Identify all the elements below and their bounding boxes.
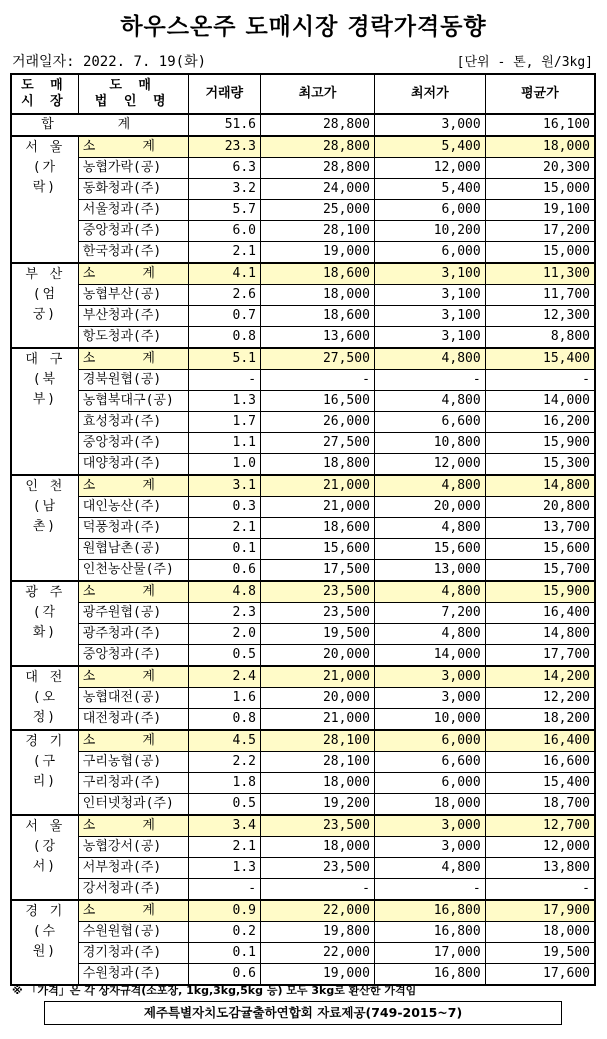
min-price-cell: 6,000 — [374, 730, 485, 752]
subtotal-row — [11, 666, 595, 688]
min-price-cell: 20,000 — [374, 497, 485, 518]
avg-price-cell: 15,900 — [485, 581, 595, 603]
volume-cell: 0.1 — [188, 943, 260, 964]
min-price-cell: 5,400 — [374, 136, 485, 158]
table-row — [11, 179, 595, 200]
avg-price-cell: 19,500 — [485, 943, 595, 964]
corp-name: 광주청과(주) — [78, 624, 188, 645]
market-name: 부 산 (엄 궁) — [11, 263, 78, 348]
max-price-cell: 27,500 — [261, 433, 375, 454]
volume-cell: 0.2 — [188, 922, 260, 943]
corp-name: 중앙청과(주) — [78, 433, 188, 454]
min-price-cell: 4,800 — [374, 581, 485, 603]
max-price-cell: 21,000 — [261, 666, 375, 688]
header-avg: 평균가 — [485, 74, 595, 114]
max-price-cell: 22,000 — [261, 943, 375, 964]
total-row — [11, 114, 595, 136]
table-row — [11, 560, 595, 582]
market-name: 대 구 (북 부) — [11, 348, 78, 475]
market-name: 경 기 (수 원) — [11, 900, 78, 985]
volume-cell: 0.5 — [188, 794, 260, 816]
table-row — [11, 306, 595, 327]
total-avg: 16,100 — [485, 114, 595, 136]
min-price-cell: 5,400 — [374, 179, 485, 200]
min-price-cell: 4,800 — [374, 391, 485, 412]
min-price-cell: - — [374, 879, 485, 901]
max-price-cell: 19,000 — [261, 242, 375, 264]
volume-cell: - — [188, 879, 260, 901]
corp-name: 농협강서(공) — [78, 837, 188, 858]
corp-name: 농협가락(공) — [78, 158, 188, 179]
volume-cell: 0.6 — [188, 964, 260, 986]
volume-cell: 1.7 — [188, 412, 260, 433]
min-price-cell: 6,600 — [374, 752, 485, 773]
market-name: 인 천 (남 촌) — [11, 475, 78, 581]
volume-cell: 3.2 — [188, 179, 260, 200]
table-row — [11, 837, 595, 858]
avg-price-cell: 16,600 — [485, 752, 595, 773]
max-price-cell: 18,000 — [261, 285, 375, 306]
max-price-cell: 24,000 — [261, 179, 375, 200]
volume-cell: 1.0 — [188, 454, 260, 476]
min-price-cell: 17,000 — [374, 943, 485, 964]
min-price-cell: 3,100 — [374, 306, 485, 327]
volume-cell: 0.5 — [188, 645, 260, 667]
corp-name: 소 계 — [78, 475, 188, 497]
avg-price-cell: 18,200 — [485, 709, 595, 731]
table-row — [11, 773, 595, 794]
volume-cell: 4.8 — [188, 581, 260, 603]
max-price-cell: 20,000 — [261, 688, 375, 709]
corp-name: 서부청과(주) — [78, 858, 188, 879]
min-price-cell: 3,000 — [374, 688, 485, 709]
max-price-cell: 18,600 — [261, 306, 375, 327]
corp-name: 부산청과(주) — [78, 306, 188, 327]
avg-price-cell: 12,200 — [485, 688, 595, 709]
min-price-cell: 16,800 — [374, 922, 485, 943]
corp-name: 중앙청과(주) — [78, 645, 188, 667]
table-row — [11, 709, 595, 731]
volume-cell: 3.1 — [188, 475, 260, 497]
avg-price-cell: 14,200 — [485, 666, 595, 688]
table-row — [11, 645, 595, 667]
corp-name: 농협대전(공) — [78, 688, 188, 709]
header-volume: 거래량 — [188, 74, 260, 114]
total-volume: 51.6 — [188, 114, 260, 136]
table-row — [11, 412, 595, 433]
table-row — [11, 518, 595, 539]
volume-cell: 4.5 — [188, 730, 260, 752]
max-price-cell: 18,000 — [261, 837, 375, 858]
min-price-cell: 10,200 — [374, 221, 485, 242]
corp-name: 서울청과(주) — [78, 200, 188, 221]
market-name: 대 전 (오 정) — [11, 666, 78, 730]
subtotal-row — [11, 136, 595, 158]
min-price-cell: 6,600 — [374, 412, 485, 433]
subtotal-row — [11, 263, 595, 285]
table-row — [11, 858, 595, 879]
volume-cell: 6.0 — [188, 221, 260, 242]
avg-price-cell: 16,200 — [485, 412, 595, 433]
table-row — [11, 285, 595, 306]
table-row — [11, 752, 595, 773]
avg-price-cell: 18,000 — [485, 922, 595, 943]
table-row — [11, 391, 595, 412]
price-note: ※ 「가격」은 각 상자규격(소포장, 1kg,3kg,5kg 등) 모두 3kg로 환산한 가격임 — [12, 984, 417, 997]
corp-name: 소 계 — [78, 900, 188, 922]
source-credit: 제주특별자치도감귤출하연합회 자료제공(749-2015~7) — [44, 1001, 562, 1025]
volume-cell: 0.9 — [188, 900, 260, 922]
avg-price-cell: 15,700 — [485, 560, 595, 582]
volume-cell: 0.6 — [188, 560, 260, 582]
volume-cell: 23.3 — [188, 136, 260, 158]
volume-cell: 5.1 — [188, 348, 260, 370]
min-price-cell: 4,800 — [374, 624, 485, 645]
avg-price-cell: 20,300 — [485, 158, 595, 179]
volume-cell: 0.8 — [188, 327, 260, 349]
corp-name: 구리농협(공) — [78, 752, 188, 773]
header-min: 최저가 — [374, 74, 485, 114]
max-price-cell: 19,000 — [261, 964, 375, 986]
max-price-cell: 26,000 — [261, 412, 375, 433]
avg-price-cell: 11,700 — [485, 285, 595, 306]
table-row — [11, 624, 595, 645]
total-min: 3,000 — [374, 114, 485, 136]
table-row — [11, 922, 595, 943]
table-row — [11, 242, 595, 264]
subtotal-row — [11, 900, 595, 922]
corp-name: 항도청과(주) — [78, 327, 188, 349]
min-price-cell: 3,100 — [374, 327, 485, 349]
max-price-cell: 28,800 — [261, 158, 375, 179]
avg-price-cell: 12,300 — [485, 306, 595, 327]
max-price-cell: 21,000 — [261, 475, 375, 497]
avg-price-cell: - — [485, 879, 595, 901]
corp-name: 강서청과(주) — [78, 879, 188, 901]
corp-name: 경기청과(주) — [78, 943, 188, 964]
max-price-cell: 18,600 — [261, 263, 375, 285]
min-price-cell: 10,000 — [374, 709, 485, 731]
volume-cell: 0.3 — [188, 497, 260, 518]
max-price-cell: 21,000 — [261, 497, 375, 518]
avg-price-cell: 17,600 — [485, 964, 595, 986]
table-row — [11, 158, 595, 179]
table-row — [11, 327, 595, 349]
avg-price-cell: 12,700 — [485, 815, 595, 837]
min-price-cell: 7,200 — [374, 603, 485, 624]
min-price-cell: 16,800 — [374, 900, 485, 922]
volume-cell: 1.3 — [188, 858, 260, 879]
subtotal-row — [11, 730, 595, 752]
corp-name: 대인농산(주) — [78, 497, 188, 518]
avg-price-cell: 14,800 — [485, 475, 595, 497]
corp-name: 인터넷청과(주) — [78, 794, 188, 816]
corp-name: 소 계 — [78, 666, 188, 688]
corp-name: 광주원협(공) — [78, 603, 188, 624]
avg-price-cell: 15,600 — [485, 539, 595, 560]
min-price-cell: 15,600 — [374, 539, 485, 560]
header-max: 최고가 — [261, 74, 375, 114]
max-price-cell: 19,800 — [261, 922, 375, 943]
min-price-cell: - — [374, 370, 485, 391]
corp-name: 중앙청과(주) — [78, 221, 188, 242]
total-max: 28,800 — [261, 114, 375, 136]
max-price-cell: 19,200 — [261, 794, 375, 816]
min-price-cell: 3,000 — [374, 666, 485, 688]
max-price-cell: 16,500 — [261, 391, 375, 412]
avg-price-cell: 13,800 — [485, 858, 595, 879]
max-price-cell: - — [261, 879, 375, 901]
min-price-cell: 4,800 — [374, 475, 485, 497]
min-price-cell: 4,800 — [374, 518, 485, 539]
volume-cell: 1.6 — [188, 688, 260, 709]
min-price-cell: 16,800 — [374, 964, 485, 986]
table-row — [11, 943, 595, 964]
max-price-cell: 23,500 — [261, 858, 375, 879]
table-row — [11, 200, 595, 221]
min-price-cell: 12,000 — [374, 454, 485, 476]
unit-label: [단위 - 톤, 원/3kg] — [456, 55, 593, 70]
avg-price-cell: 13,700 — [485, 518, 595, 539]
max-price-cell: - — [261, 370, 375, 391]
total-label: 합 계 — [11, 114, 188, 136]
table-row — [11, 433, 595, 454]
header-row — [11, 74, 595, 114]
avg-price-cell: 15,000 — [485, 179, 595, 200]
max-price-cell: 23,500 — [261, 603, 375, 624]
corp-name: 소 계 — [78, 730, 188, 752]
min-price-cell: 13,000 — [374, 560, 485, 582]
volume-cell: 4.1 — [188, 263, 260, 285]
avg-price-cell: 18,700 — [485, 794, 595, 816]
market-name: 경 기 (구 리) — [11, 730, 78, 815]
max-price-cell: 20,000 — [261, 645, 375, 667]
corp-name: 소 계 — [78, 136, 188, 158]
volume-cell: 6.3 — [188, 158, 260, 179]
avg-price-cell: 8,800 — [485, 327, 595, 349]
max-price-cell: 18,600 — [261, 518, 375, 539]
max-price-cell: 28,100 — [261, 752, 375, 773]
avg-price-cell: 14,800 — [485, 624, 595, 645]
volume-cell: 2.1 — [188, 837, 260, 858]
subtotal-row — [11, 348, 595, 370]
volume-cell: 3.4 — [188, 815, 260, 837]
avg-price-cell: 17,700 — [485, 645, 595, 667]
min-price-cell: 18,000 — [374, 794, 485, 816]
corp-name: 소 계 — [78, 581, 188, 603]
volume-cell: 1.1 — [188, 433, 260, 454]
min-price-cell: 3,000 — [374, 837, 485, 858]
max-price-cell: 18,000 — [261, 773, 375, 794]
max-price-cell: 17,500 — [261, 560, 375, 582]
corp-name: 농협부산(공) — [78, 285, 188, 306]
corp-name: 소 계 — [78, 815, 188, 837]
corp-name: 원협남촌(공) — [78, 539, 188, 560]
corp-name: 덕풍청과(주) — [78, 518, 188, 539]
min-price-cell: 6,000 — [374, 773, 485, 794]
min-price-cell: 6,000 — [374, 242, 485, 264]
min-price-cell: 3,100 — [374, 263, 485, 285]
trade-date: 거래일자: 2022. 7. 19(화) — [12, 54, 207, 70]
avg-price-cell: 20,800 — [485, 497, 595, 518]
min-price-cell: 4,800 — [374, 348, 485, 370]
avg-price-cell: 17,900 — [485, 900, 595, 922]
subtotal-row — [11, 581, 595, 603]
corp-name: 수원청과(주) — [78, 964, 188, 986]
corp-name: 경북원협(공) — [78, 370, 188, 391]
avg-price-cell: 15,400 — [485, 348, 595, 370]
corp-name: 효성청과(주) — [78, 412, 188, 433]
corp-name: 수원원협(공) — [78, 922, 188, 943]
avg-price-cell: 14,000 — [485, 391, 595, 412]
volume-cell: 2.2 — [188, 752, 260, 773]
corp-name: 대양청과(주) — [78, 454, 188, 476]
max-price-cell: 19,500 — [261, 624, 375, 645]
report-title: 하우스온주 도매시장 경락가격동향 — [120, 14, 487, 40]
corp-name: 동화청과(주) — [78, 179, 188, 200]
subtotal-row — [11, 475, 595, 497]
table-row — [11, 221, 595, 242]
avg-price-cell: 12,000 — [485, 837, 595, 858]
corp-name: 대전청과(주) — [78, 709, 188, 731]
price-table — [10, 73, 596, 986]
max-price-cell: 25,000 — [261, 200, 375, 221]
corp-name: 농협북대구(공) — [78, 391, 188, 412]
max-price-cell: 13,600 — [261, 327, 375, 349]
avg-price-cell: 17,200 — [485, 221, 595, 242]
min-price-cell: 4,800 — [374, 858, 485, 879]
table-row — [11, 454, 595, 476]
market-name: 서 울 (가 락) — [11, 136, 78, 263]
avg-price-cell: 19,100 — [485, 200, 595, 221]
header-market: 도 매 시 장 — [11, 74, 78, 114]
table-row — [11, 688, 595, 709]
min-price-cell: 3,100 — [374, 285, 485, 306]
avg-price-cell: 11,300 — [485, 263, 595, 285]
volume-cell: 1.3 — [188, 391, 260, 412]
volume-cell: 2.6 — [188, 285, 260, 306]
max-price-cell: 27,500 — [261, 348, 375, 370]
max-price-cell: 23,500 — [261, 815, 375, 837]
avg-price-cell: 16,400 — [485, 603, 595, 624]
volume-cell: 2.0 — [188, 624, 260, 645]
volume-cell: 2.3 — [188, 603, 260, 624]
volume-cell: 2.1 — [188, 518, 260, 539]
volume-cell: 0.7 — [188, 306, 260, 327]
subtotal-row — [11, 815, 595, 837]
min-price-cell: 6,000 — [374, 200, 485, 221]
market-name: 서 울 (강 서) — [11, 815, 78, 900]
corp-name: 한국청과(주) — [78, 242, 188, 264]
volume-cell: 0.8 — [188, 709, 260, 731]
volume-cell: 2.4 — [188, 666, 260, 688]
max-price-cell: 15,600 — [261, 539, 375, 560]
avg-price-cell: 15,400 — [485, 773, 595, 794]
max-price-cell: 22,000 — [261, 900, 375, 922]
table-row — [11, 794, 595, 816]
corp-name: 소 계 — [78, 348, 188, 370]
corp-name: 소 계 — [78, 263, 188, 285]
avg-price-cell: 15,000 — [485, 242, 595, 264]
min-price-cell: 14,000 — [374, 645, 485, 667]
market-name: 광 주 (각 화) — [11, 581, 78, 666]
max-price-cell: 28,800 — [261, 136, 375, 158]
header-corp: 도 매 법 인 명 — [78, 74, 188, 114]
avg-price-cell: 16,400 — [485, 730, 595, 752]
max-price-cell: 28,100 — [261, 221, 375, 242]
max-price-cell: 18,800 — [261, 454, 375, 476]
volume-cell: 5.7 — [188, 200, 260, 221]
avg-price-cell: 15,900 — [485, 433, 595, 454]
max-price-cell: 23,500 — [261, 581, 375, 603]
corp-name: 구리청과(주) — [78, 773, 188, 794]
volume-cell: 0.1 — [188, 539, 260, 560]
table-row — [11, 879, 595, 901]
avg-price-cell: 18,000 — [485, 136, 595, 158]
max-price-cell: 28,100 — [261, 730, 375, 752]
table-row — [11, 497, 595, 518]
avg-price-cell: 15,300 — [485, 454, 595, 476]
volume-cell: 2.1 — [188, 242, 260, 264]
table-row — [11, 603, 595, 624]
max-price-cell: 21,000 — [261, 709, 375, 731]
min-price-cell: 10,800 — [374, 433, 485, 454]
table-row — [11, 370, 595, 391]
avg-price-cell: - — [485, 370, 595, 391]
volume-cell: - — [188, 370, 260, 391]
table-row — [11, 539, 595, 560]
volume-cell: 1.8 — [188, 773, 260, 794]
corp-name: 인천농산물(주) — [78, 560, 188, 582]
min-price-cell: 12,000 — [374, 158, 485, 179]
min-price-cell: 3,000 — [374, 815, 485, 837]
